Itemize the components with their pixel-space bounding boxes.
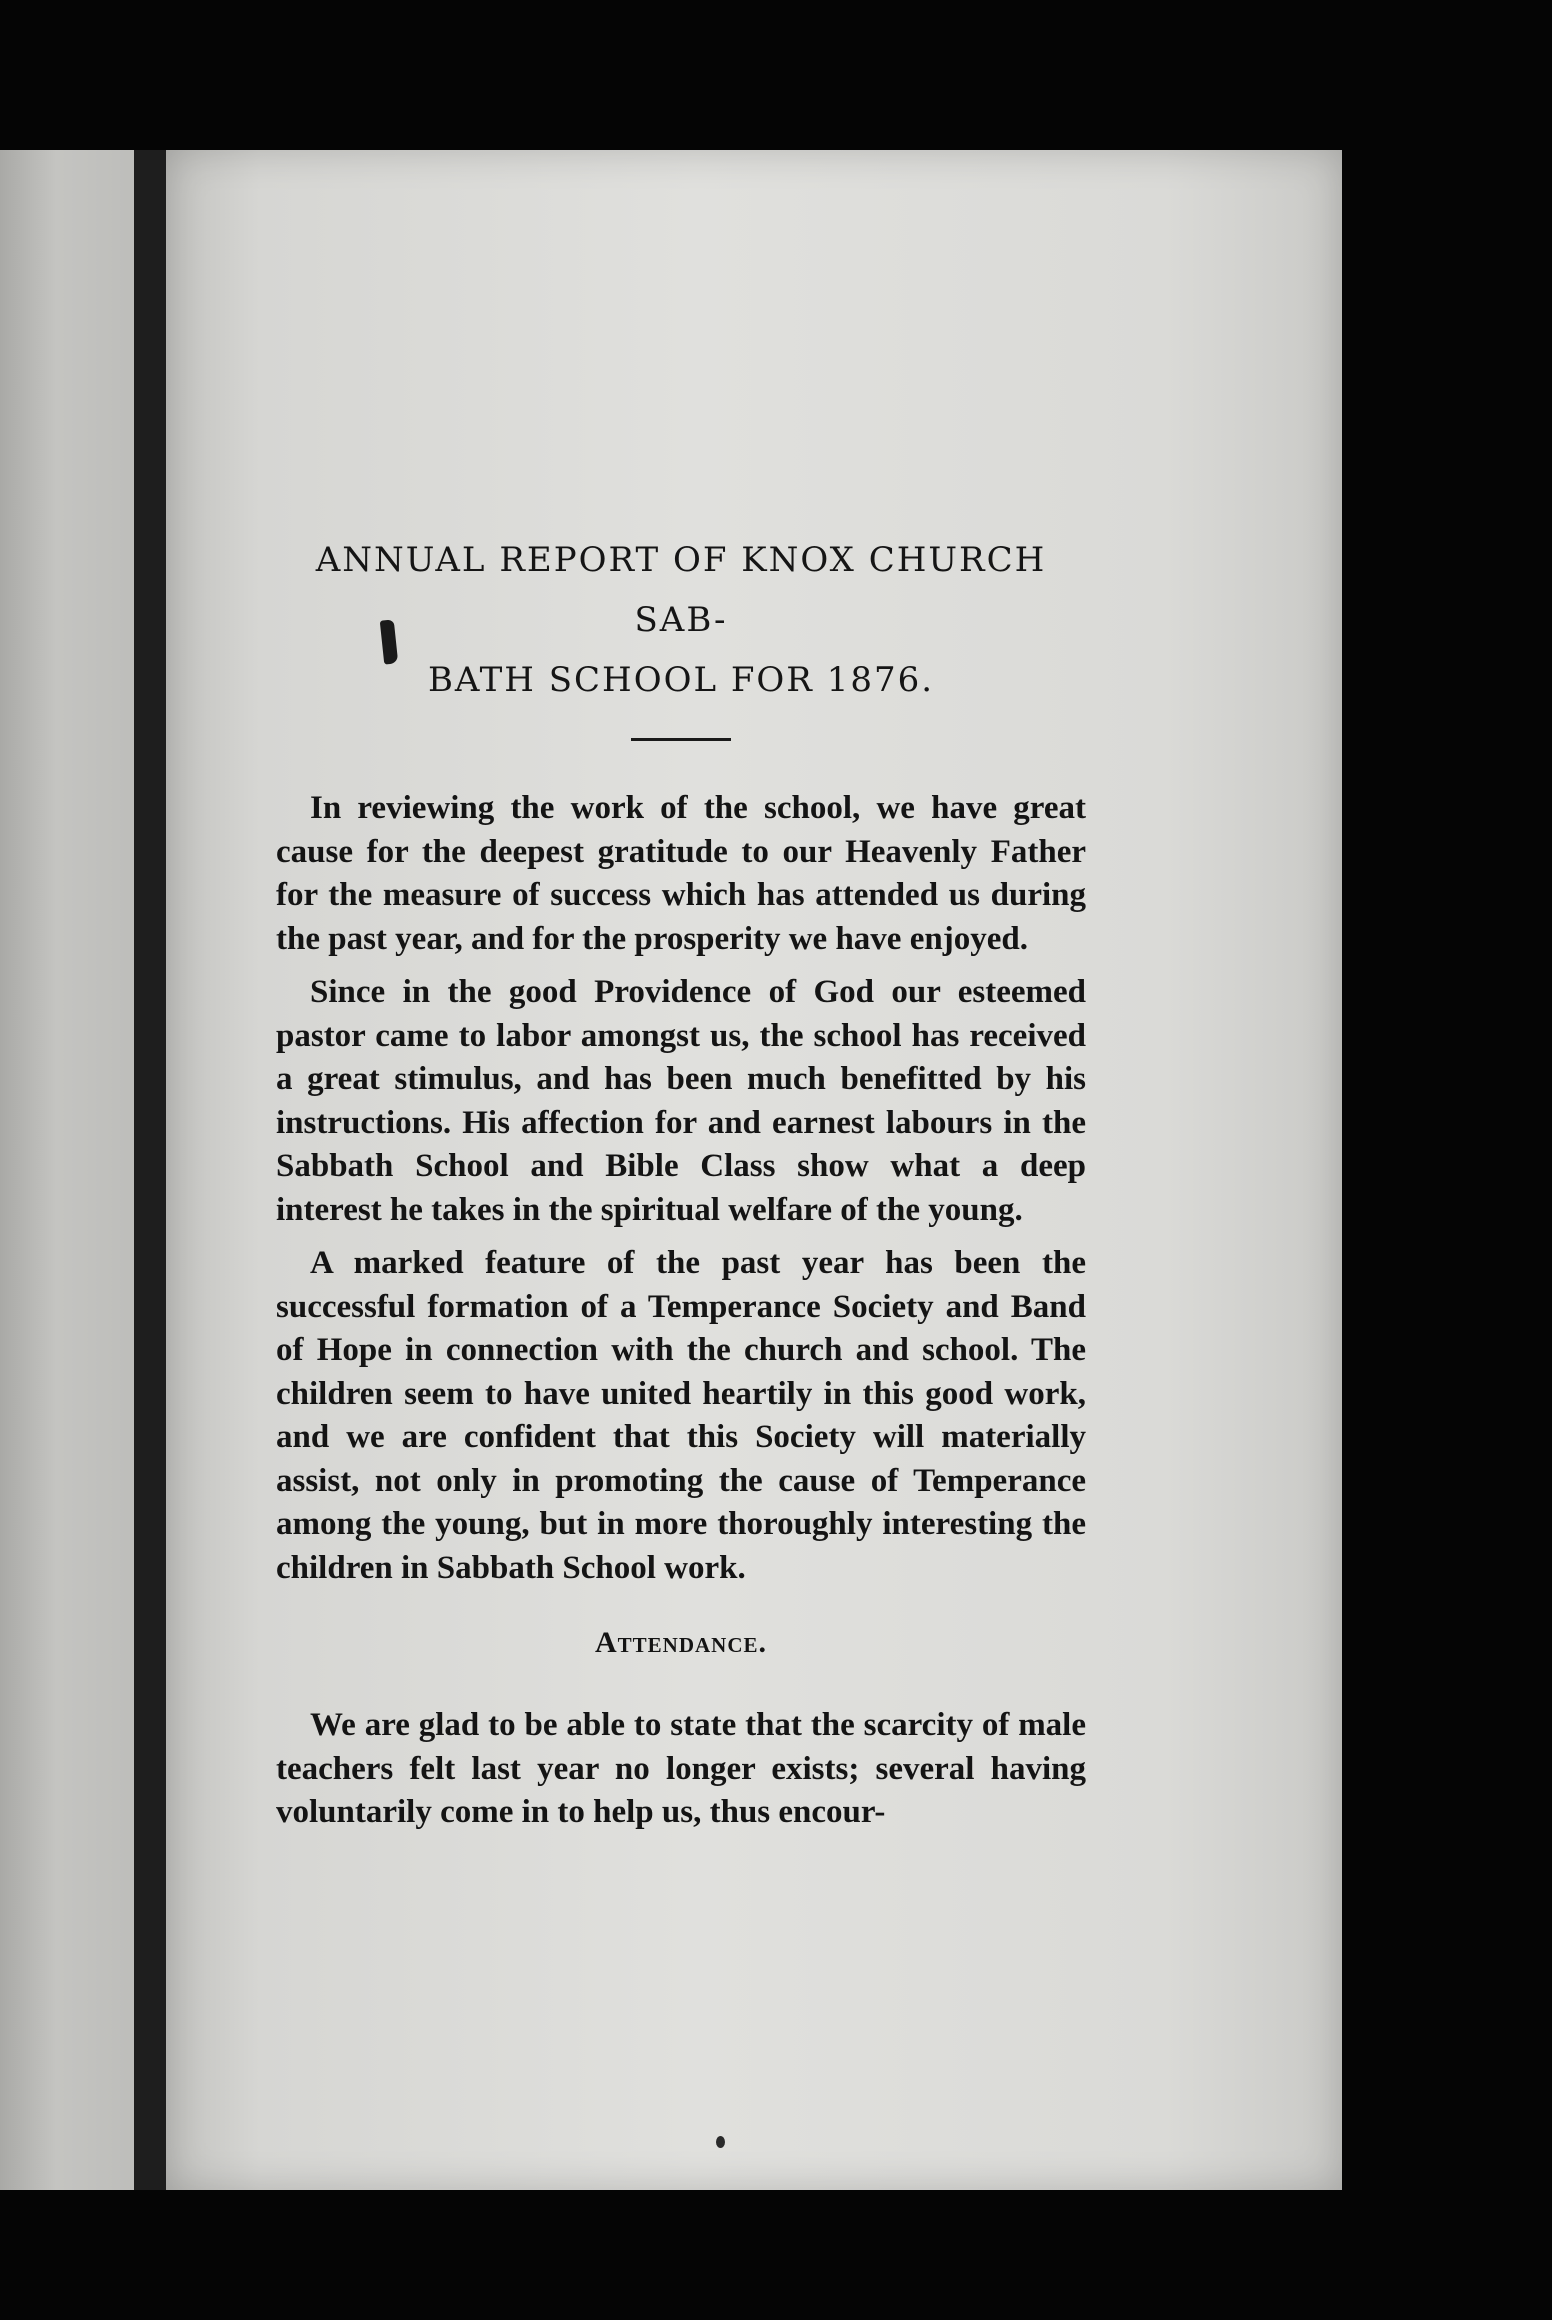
paragraph-1: In reviewing the work of the school, we have great cause for the deepest gratitude to our Heavenly Father for the measure of success which has attended us during the past year, and for the prosperity we have enjoyed.: [276, 790, 1086, 957]
section-heading: Attendance.: [594, 1626, 768, 1659]
facing-page-edge: [0, 150, 140, 2190]
section-paragraph: We are glad to be able to state that the scarcity of male teachers felt last year no longer exists; several having voluntarily come in to help us, thus encour-: [276, 1707, 1086, 1830]
title-line-1: ANNUAL REPORT OF KNOX CHURCH SAB-: [315, 540, 1047, 640]
title-rule: [631, 738, 731, 741]
ink-speck: [716, 2136, 725, 2148]
document-page: [166, 150, 1342, 2190]
paragraph-2: Since in the good Providence of God our esteemed pastor came to labor amongst us, the school has received a great stimulus, and has been much benefitted by his instructions. His affection for and earnest labours in the Sabbath School and Bible Class show what a deep interest he takes in the spiritual welfare of the young.: [276, 974, 1086, 1228]
page-content: [276, 530, 1086, 1845]
title-line-2: BATH SCHOOL FOR 1876.: [427, 660, 935, 700]
paragraph-3: A marked feature of the past year has been the successful formation of a Temperance Society and Band of Hope in connection with the church and school. The children seem to have united heartily in this good work, and we are confident that this Society will materially assist, not only in promoting the cause of Temperance among the young, but in more thoroughly interesting the children in Sabbath School work.: [276, 1245, 1086, 1586]
document-title: [276, 530, 1086, 710]
